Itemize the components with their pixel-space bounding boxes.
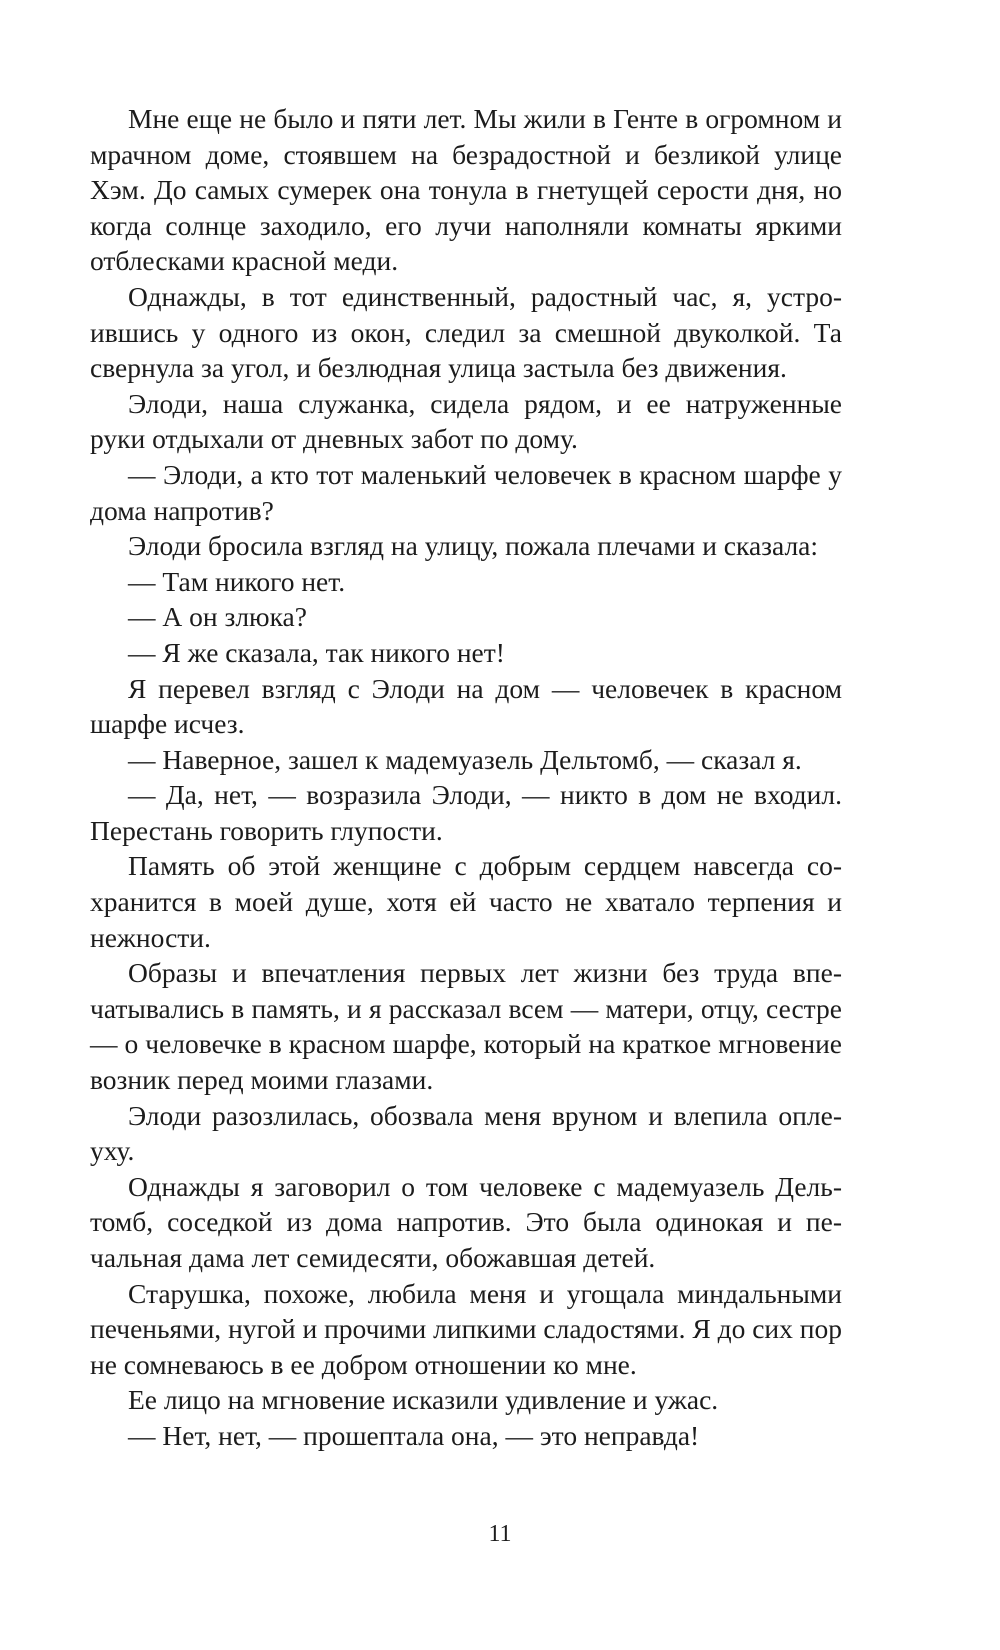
dialogue-line: — Там никого нет.	[128, 565, 346, 597]
dialogue-line: — Нет, нет, — прошептала она, — это неправда!	[128, 1419, 700, 1451]
body-text	[90, 101, 842, 1454]
paragraph: Образы и впечатления первых лет жизни без труда впечатывались в память, и я рассказал всем — матери, отцу, сестре — о человечке в красном шарфе, который на краткое мгновение возник перед моими глазами.	[90, 957, 842, 1096]
paragraph: Мне еще не было и пяти лет. Мы жили в Генте в огромном и мрачном доме, стоявшем на безрадостной и безликой улице Хэм. До самых сумерек она тонула в гнетущей серости дня, но когда солнце заходило, его лучи наполняли комнаты яркими отблесками красной меди.	[90, 103, 842, 277]
paragraph: Элоди разозлилась, обозвала меня вруном и влепила оплеуху.	[90, 1099, 842, 1167]
dialogue-line: — Да, нет, — возразила Элоди, — никто в дом не входил. Перестань говорить глупости.	[90, 779, 842, 846]
paragraph: Старушка, похоже, любила меня и угощала миндальными печеньями, нугой и прочими липкими сладостями. Я до сих пор не сомневаюсь в ее добром отношении ко мне.	[90, 1277, 842, 1380]
dialogue-line: — Я же сказала, так никого нет!	[128, 636, 505, 668]
paragraph: Ее лицо на мгновение исказили удивление и ужас.	[128, 1384, 719, 1416]
page-number: 11	[488, 1521, 512, 1547]
paragraph: Однажды, в тот единственный, радостный час, я, устроившись у одного из окон, следил за смешной двуколкой. Та свернула за угол, и безлюдная улица застыла без движения.	[90, 280, 842, 384]
paragraph: Однажды я заговорил о том человеке с мадемуазель Дельтомб, соседкой из дома напротив. Это была одинокая и печальная дама лет семидесяти, обожавшая детей.	[90, 1170, 842, 1273]
dialogue-line: — А он злюка?	[128, 601, 307, 633]
paragraph: Элоди бросила взгляд на улицу, пожала плечами и сказала:	[128, 530, 819, 562]
paragraph: Память об этой женщине с добрым сердцем навсегда сохранится в моей душе, хотя ей часто не хватало терпения и нежности.	[90, 850, 842, 953]
dialogue-line: — Элоди, а кто тот маленький человечек в красном шарфе у дома напротив?	[90, 458, 842, 526]
paragraph: Элоди, наша служанка, сидела рядом, и ее натруженные руки отдыхали от дневных забот по дому.	[90, 387, 842, 455]
paragraph: Я перевел взгляд с Элоди на дом — человечек в красном шарфе исчез.	[90, 672, 842, 740]
dialogue-line: — Наверное, зашел к мадемуазель Дельтомб, — сказал я.	[128, 743, 802, 775]
